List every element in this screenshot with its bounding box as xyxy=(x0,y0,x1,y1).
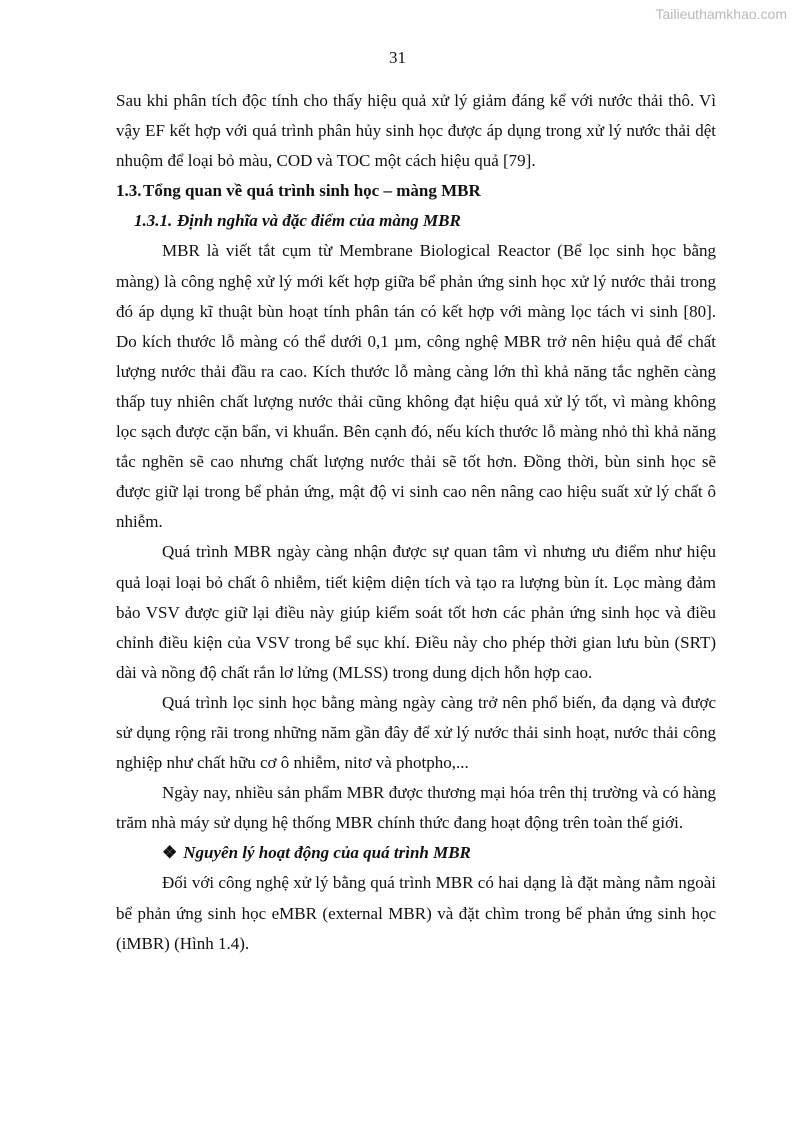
watermark: Tailieuthamkhao.com xyxy=(655,6,787,22)
document-body xyxy=(116,86,716,959)
paragraph-mbr-types: Đối với công nghệ xử lý bằng quá trình MBR có hai dạng là đặt màng nằm ngoài bể phản ứng sinh học eMBR (external MBR) và đặt chìm trong bể phản ứng sinh học (iMBR) (Hình 1.4). xyxy=(116,873,716,953)
section-title: Tổng quan về quá trình sinh học – màng MBR xyxy=(143,181,481,201)
page-number: 31 xyxy=(389,48,406,67)
diamond-bullet-icon: ❖ xyxy=(162,843,178,863)
subsection-title: Định nghĩa và đặc điểm của màng MBR xyxy=(177,211,461,231)
subsection-number: 1.3.1. xyxy=(134,211,173,231)
section-number: 1.3. xyxy=(116,181,142,201)
paragraph-mbr-definition: MBR là viết tắt cụm từ Membrane Biological Reactor (Bể lọc sinh học bằng màng) là công nghệ xử lý mới kết hợp giữa bể phản ứng sinh học xử lý nước thải trong đó áp dụng kĩ thuật bùn hoạt tính phân tán có kết hợp với màng lọc tách vi sinh [80]. Do kích thước lỗ màng có thể dưới 0,1 µm, công nghệ MBR trở nên hiệu quả để chất lượng nước thải đầu ra cao. Kích thước lỗ màng càng lớn thì khả năng tắc nghẽn càng thấp tuy nhiên chất lượng nước thải cũng không đạt hiệu quả xử lý tốt, vì màng không lọc sạch được cặn bẩn, vi khuẩn. Bên cạnh đó, nếu kích thước lỗ màng nhỏ thì khả năng tắc nghẽn sẽ cao nhưng chất lượng nước thải sẽ tốt hơn. Đồng thời, bùn sinh học sẽ được giữ lại trong bể phản ứng, mật độ vi sinh cao nên nâng cao hiệu suất xử lý chất ô nhiễm. xyxy=(116,241,716,532)
subsection-heading-1-3-1 xyxy=(116,206,716,236)
paragraph-intro: Sau khi phân tích độc tính cho thấy hiệu quả xử lý giảm đáng kể với nước thải thô. Vì vậy EF kết hợp với quá trình phân hủy sinh học được áp dụng trong xử lý nước thải dệt nhuộm để loại bỏ màu, COD và TOC một cách hiệu quả [79]. xyxy=(116,91,716,171)
section-heading-1-3 xyxy=(116,176,716,206)
paragraph-mbr-advantages: Quá trình MBR ngày càng nhận được sự quan tâm vì nhưng ưu điểm như hiệu quả loại loại bỏ chất ô nhiễm, tiết kiệm diện tích và tạo ra lượng bùn ít. Lọc màng đảm bảo VSV được giữ lại điều này giúp kiểm soát tốt hơn các phản ứng sinh học và điều chỉnh điều kiện của VSV trong bể sục khí. Điều này cho phép thời gian lưu bùn (SRT) dài và nồng độ chất rắn lơ lửng (MLSS) trong dung dịch hỗn hợp cao. xyxy=(116,542,716,682)
principle-title: Nguyên lý hoạt động của quá trình MBR xyxy=(183,843,471,863)
paragraph-mbr-commercial: Ngày nay, nhiều sản phẩm MBR được thương mại hóa trên thị trường và có hàng trăm nhà máy sử dụng hệ thống MBR chính thức đang hoạt động trên toàn thế giới. xyxy=(116,783,716,833)
paragraph-mbr-popularity: Quá trình lọc sinh học bằng màng ngày càng trở nên phổ biến, đa dạng và được sử dụng rộng rãi trong những năm gần đây để xử lý nước thải sinh hoạt, nước thải công nghiệp như chất hữu cơ ô nhiễm, nitơ và photpho,... xyxy=(116,692,716,773)
principle-heading xyxy=(116,838,716,868)
